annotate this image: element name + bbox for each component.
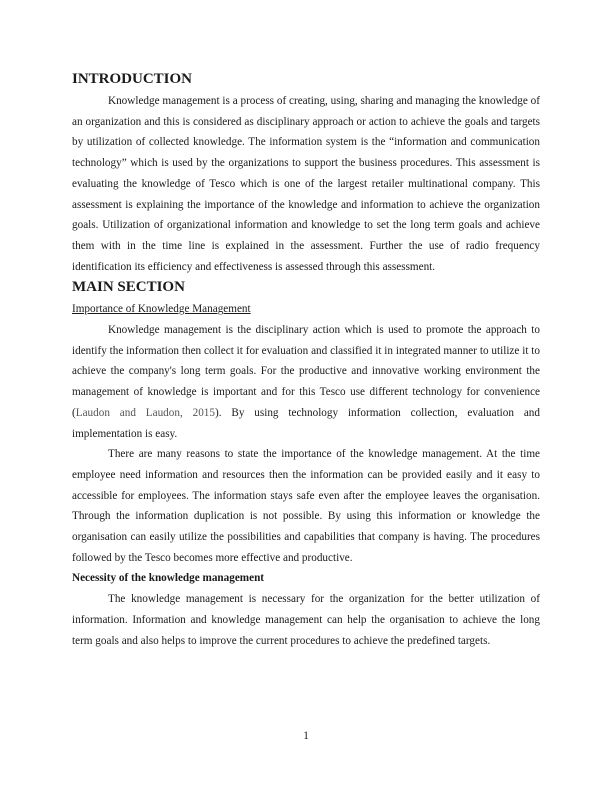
importance-paragraph-1-text-a: Knowledge management is the disciplinary action which is used to promote the approach to identify the information then collect it for evaluation and classified it in integrated manner to utilize it to achieve the company's long term goals. For the productive and innovative working environment the management of knowledge is important and for this Tesco use different technology for convenience ( [72, 324, 540, 419]
page-number: 1 [303, 730, 309, 742]
importance-paragraph-2: There are many reasons to state the importance of the knowledge management. At the time employee need information and resources then the information can be provided easily and it easy to accessible for employees. The information stays safe even after the employee leaves the organisation. Through the information duplication is not possible. By using this information or knowledge the organisation can easily utilize the possibilities and capabilities that company is having. The procedures followed by the Tesco becomes more effective and productive. [72, 448, 540, 564]
document-page [72, 70, 540, 651]
citation: Laudon and Laudon, 2015 [75, 406, 215, 419]
importance-subheading: Importance of Knowledge Management [72, 303, 251, 316]
introduction-paragraph: Knowledge management is a process of creating, using, sharing and managing the knowledge of an organization and this is considered as disciplinary approach or action to achieve the goals and targets by utilization of collected knowledge. The information system is the “information and communication technology” which is used by the organizations to support the business procedures. This assessment is evaluating the knowledge of Tesco which is one of the largest retailer multinational company. This assessment is explaining the importance of the knowledge and information to achieve the organization goals. Utilization of organizational information and knowledge to set the long term goals and achieve them with in the time line is explained in the assessment. Further the use of radio frequency identification its efficiency and effectiveness is assessed through this assessment. [72, 95, 540, 273]
necessity-subheading: Necessity of the knowledge management [72, 572, 265, 585]
importance-paragraph-1-text-b: ). By using technology information collection, evaluation and implementation is easy. [72, 406, 540, 440]
necessity-paragraph-1: The knowledge management is necessary for the organization for the better utilization of information. Information and knowledge management can help the organisation to achieve the long term goals and also helps to improve the current procedures to achieve the predefined targets. [72, 593, 540, 647]
main-section-heading: MAIN SECTION [72, 279, 185, 296]
importance-paragraph-1 [72, 320, 540, 444]
introduction-heading: INTRODUCTION [72, 71, 193, 87]
